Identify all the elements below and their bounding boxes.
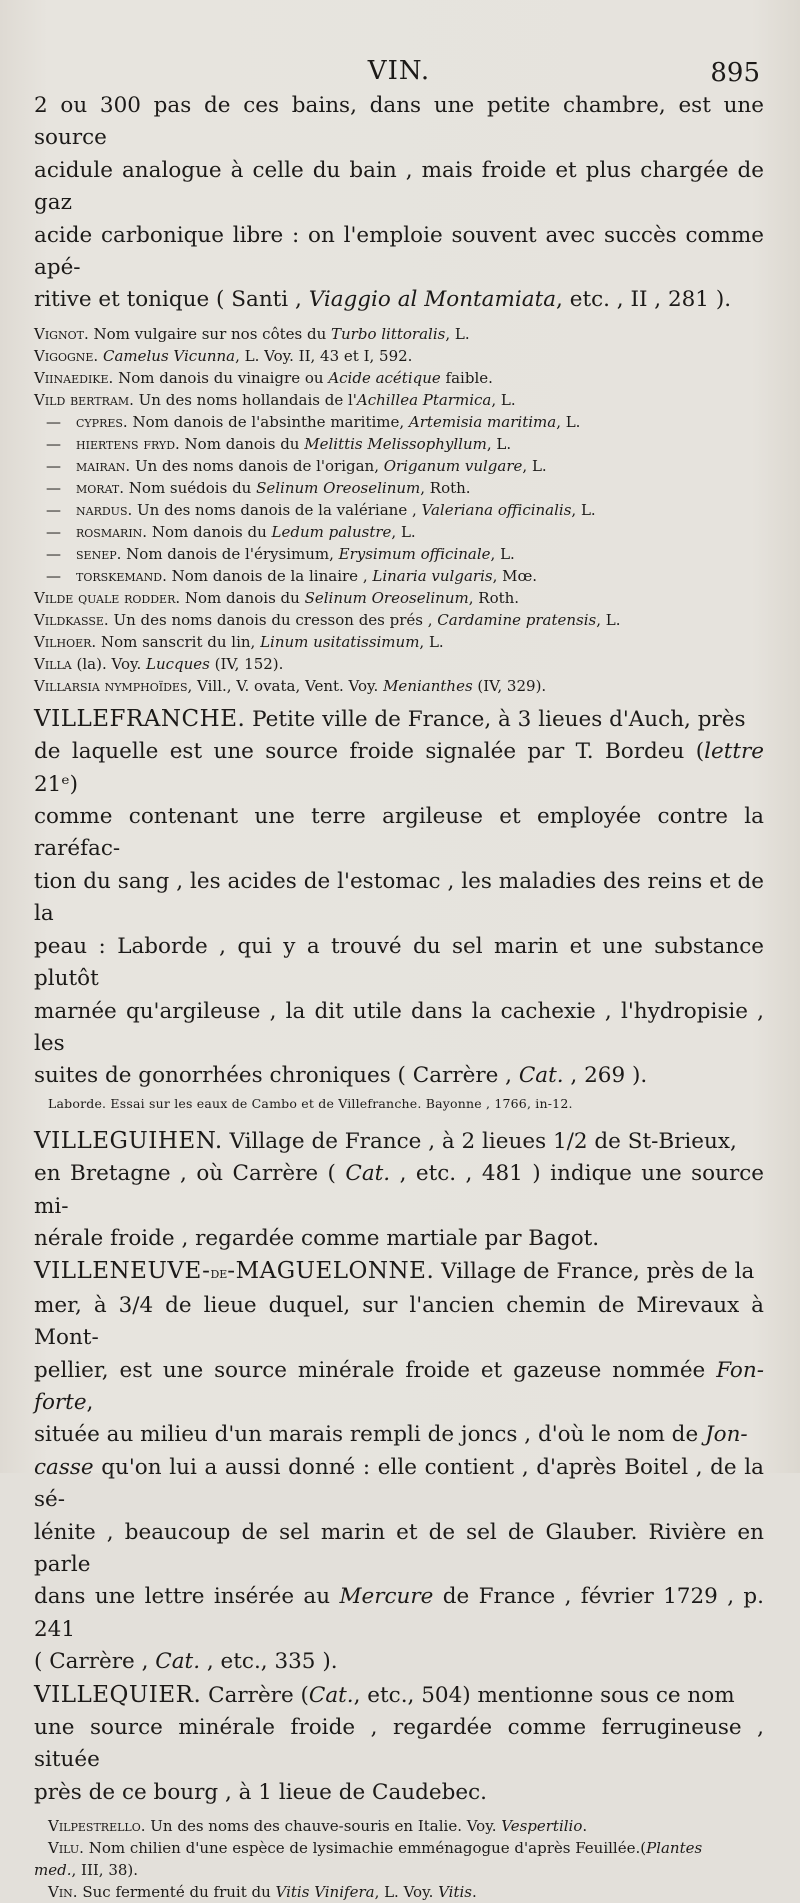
entry-head: cypres.	[76, 412, 128, 431]
entry-italic: med.	[34, 1861, 72, 1880]
text-fragment: Petite ville de France, à 3 lieues d'Auch, près	[245, 706, 746, 732]
text-line: lénite , beaucoup de sel marin et de sel de Glauber. Rivière en parle	[34, 1519, 764, 1577]
entry-text: , Roth.	[420, 478, 471, 497]
entry-text: Nom danois du	[147, 522, 272, 541]
text-line	[34, 703, 764, 736]
entry-italic: Menianthes	[383, 676, 473, 695]
text-fragment: ,	[86, 1389, 94, 1415]
entry-text: .	[472, 1883, 477, 1902]
entry-heading: VILLEQUIER.	[34, 1681, 202, 1708]
entry-villeneuve	[34, 1255, 764, 1678]
entry-heading: VILLENEUVE-	[34, 1258, 211, 1285]
entry-head: mairan.	[76, 456, 131, 475]
italic-title: Cat.	[345, 1161, 391, 1187]
entry-text: Un des noms danois de la valériane ,	[132, 500, 422, 519]
entry-head: hiertens fryd.	[76, 434, 180, 453]
entry-line	[34, 1881, 764, 1903]
entry-head: Vild bertram.	[34, 390, 134, 409]
text-fragment: de France , février 1729 , p. 241	[34, 1584, 764, 1642]
text-fragment: , etc. , II , 281 ).	[556, 287, 732, 313]
entry-italic: Linaria vulgaris	[372, 566, 493, 585]
text-line: comme contenant une terre argileuse et employée contre la raréfac-	[34, 804, 764, 862]
entry-italic: Selinum Oreoselinum	[256, 478, 421, 497]
entry-text: , L.	[445, 324, 470, 343]
entry-heading: VILLEGUIHEN.	[34, 1127, 223, 1154]
entry-head: senep.	[76, 544, 122, 563]
entry-text: (IV, 329).	[472, 676, 547, 695]
sub-entry-line	[34, 565, 764, 587]
entry-text: , L.	[522, 456, 547, 475]
entry-head: torskemand.	[76, 566, 167, 585]
text-line	[34, 1581, 764, 1646]
entry-text: , L.	[491, 390, 516, 409]
entry-text: Nom danois de l'érysimum,	[121, 544, 339, 563]
entry-head: Vilhoer.	[34, 632, 97, 651]
text-fragment: de laquelle est une source froide signalée par T. Bordeu (	[34, 739, 705, 765]
entry-heading: VILLEFRANCHE.	[34, 705, 246, 732]
entry-text: , Roth.	[468, 588, 520, 607]
entry-italic: Acide acétique	[328, 368, 441, 387]
entry-line	[34, 631, 764, 653]
entry-text: , L.	[486, 434, 512, 453]
sub-entry-line	[34, 543, 764, 565]
italic-title: casse	[34, 1454, 94, 1480]
italic-title: lettre	[704, 739, 764, 765]
entry-text: Nom danois du	[179, 434, 305, 453]
text-line	[34, 284, 764, 316]
entry-text: Nom suédois du	[124, 478, 257, 497]
entry-text: Un des noms hollandais de l'	[133, 390, 357, 409]
text-line	[34, 1355, 764, 1420]
entry-line	[34, 675, 764, 697]
sub-entry-line	[34, 477, 764, 499]
entry-italic: Lucques	[146, 654, 210, 673]
text-line: mer, à 3/4 de lieue duquel, sur l'ancien chemin de Mirevaux à Mont-	[34, 1292, 764, 1351]
text-line: nérale froide , regardée comme martiale par Bagot.	[34, 1225, 600, 1251]
entry-text: Un des noms des chauve-souris en Italie. Voy.	[145, 1817, 502, 1836]
sub-entry-line	[34, 499, 764, 521]
entry-text: Nom danois de la linaire ,	[166, 566, 373, 585]
entry-villefranche	[34, 703, 764, 1115]
entry-text: Nom danois de l'absinthe maritime,	[127, 412, 409, 431]
text-fragment: pellier, est une source minérale froide et gazeuse nommée	[34, 1357, 717, 1383]
text-line	[34, 1158, 764, 1223]
entry-italic: Camelus Vicunna	[102, 346, 236, 365]
entry-text: (la). Voy.	[71, 654, 146, 673]
entry-text: Suc fermenté du fruit du	[77, 1883, 276, 1902]
text-fragment: ritive et tonique ( Santi ,	[34, 287, 309, 313]
text-fragment: dans une lettre insérée au	[34, 1584, 340, 1610]
entry-text: , Mœ.	[492, 566, 538, 585]
entry-text: faible.	[440, 368, 493, 387]
entry-italic: Linum usitatissimum	[260, 632, 420, 651]
entry-line	[34, 653, 764, 675]
entry-line	[34, 587, 764, 609]
dash-mark: —	[46, 522, 61, 541]
italic-title: Fon-forte	[34, 1357, 764, 1415]
entry-italic: Erysimum officinale	[338, 544, 491, 563]
entry-head: Vildkasse.	[34, 610, 109, 629]
entry-text: , L.	[571, 500, 596, 519]
entry-text: , L.	[490, 544, 515, 563]
text-fragment: , etc. , 481 ) indique une source mi-	[34, 1161, 764, 1219]
page-header	[34, 50, 764, 90]
text-fragment: en Bretagne , où Carrère (	[34, 1161, 346, 1187]
dash-mark: —	[46, 412, 61, 431]
entry-text: Nom sanscrit du lin,	[96, 632, 261, 651]
entry-text: , L. Voy. II, 43 et I, 592.	[235, 346, 413, 365]
entry-line	[34, 367, 764, 389]
entry-head: Vin.	[48, 1883, 78, 1902]
entry-italic: Valeriana officinalis	[421, 500, 572, 519]
dash-mark: —	[46, 566, 61, 585]
entry-text: Nom danois du vinaigre ou	[113, 368, 329, 387]
text-line: marnée qu'argileuse , la dit utile dans la cachexie , l'hydropisie , les	[34, 998, 764, 1056]
text-line	[34, 1255, 764, 1289]
entry-villequier	[34, 1679, 764, 1810]
text-line	[34, 1452, 764, 1517]
entry-text: , L.	[391, 522, 416, 541]
dash-mark: —	[46, 478, 61, 497]
entry-text: , L. Voy.	[374, 1883, 439, 1902]
text-line	[34, 1125, 764, 1158]
text-line: près de ce bourg , à 1 lieue de Caudebec.	[34, 1779, 487, 1805]
entry-head: Villa	[34, 654, 72, 673]
entry-text: , L.	[419, 632, 444, 651]
entry-italic: Turbo littoralis	[331, 324, 446, 343]
entry-line	[34, 609, 764, 631]
italic-title: Cat.	[155, 1649, 201, 1675]
entry-italic: Cardamine pratensis	[437, 610, 597, 629]
entry-text: , Vill., V. ovata, Vent. Voy.	[187, 676, 384, 695]
running-title: VIN.	[367, 56, 431, 86]
entry-italic: Selinum Oreoselinum	[304, 588, 469, 607]
entry-head: nardus.	[76, 500, 133, 519]
entry-text: .	[582, 1817, 588, 1836]
entry-italic: Ledum palustre	[271, 522, 392, 541]
entry-text: , III, 38).	[71, 1861, 139, 1880]
text-line	[34, 1419, 764, 1451]
entry-villeguihen	[34, 1125, 764, 1256]
text-line	[34, 1060, 764, 1092]
text-fragment: située au milieu d'un marais rempli de joncs , d'où le nom de	[34, 1422, 706, 1448]
entry-head: morat.	[76, 478, 125, 497]
entry-line	[34, 389, 764, 411]
continuation-paragraph	[34, 90, 764, 317]
bibliography-note: Laborde. Essai sur les eaux de Cambo et de Villefranche. Bayonne , 1766, in-12.	[48, 1095, 573, 1111]
entry-text: , L.	[596, 610, 621, 629]
entry-text: Un des noms danois de l'origan,	[130, 456, 384, 475]
entry-head: Vigogne.	[34, 346, 99, 365]
entry-head: Viinaedike.	[34, 368, 114, 387]
entry-italic: Vitis	[438, 1883, 472, 1902]
entry-italic: Origanum vulgare	[383, 456, 523, 475]
small-entries	[34, 323, 764, 697]
entry-heading: -MAGUELONNE.	[227, 1258, 435, 1285]
text-line: tion du sang , les acides de l'estomac , les maladies des reins et de la	[34, 868, 764, 927]
entry-italic: Vespertilio	[501, 1817, 583, 1836]
text-line: peau : Laborde , qui y a trouvé du sel marin et une substance plutôt	[34, 933, 764, 992]
dash-mark: —	[46, 544, 61, 563]
entry-text: (IV, 152).	[209, 654, 284, 673]
text-line: acidule analogue à celle du bain , mais froide et plus chargée de gaz	[34, 157, 764, 216]
page-number: 895	[710, 58, 760, 88]
text-fragment: , etc., 335 ).	[200, 1649, 338, 1675]
entry-head: Vilpestrello.	[48, 1817, 146, 1836]
text-line: une source minérale froide , regardée comme ferrugineuse , située	[34, 1715, 764, 1773]
text-fragment: , etc., 504) mentionne sous ce nom	[353, 1682, 735, 1708]
sub-entry-line	[34, 455, 764, 477]
italic-title: Cat.	[308, 1682, 354, 1708]
entry-line	[34, 1815, 764, 1837]
entry-italic: Plantes	[646, 1839, 703, 1858]
entry-italic: Achillea Ptarmica	[356, 390, 492, 409]
text-fragment: ( Carrère ,	[34, 1649, 156, 1675]
dash-mark: —	[46, 456, 61, 475]
text-line	[34, 736, 764, 801]
entry-head: Villarsia nymphoïdes	[34, 676, 188, 695]
italic-title: Jon-	[705, 1422, 748, 1448]
entry-heading-particle: de	[210, 1264, 228, 1283]
entry-text: Nom danois du	[180, 588, 305, 607]
text-line: acide carbonique libre : on l'emploie souvent avec succès comme apé-	[34, 222, 764, 281]
italic-title: Viaggio al Montamiata	[308, 287, 557, 313]
entry-text: , L.	[556, 412, 581, 431]
italic-title: Mercure	[339, 1584, 434, 1610]
entry-head: Vilde quale rodder.	[34, 588, 181, 607]
text-fragment: Village de France, près de la	[434, 1259, 755, 1285]
entry-line	[34, 345, 764, 367]
entry-text: Un des noms danois du cresson des prés ,	[108, 610, 438, 629]
entry-line	[34, 323, 764, 345]
text-fragment: Carrère (	[201, 1682, 309, 1708]
text-fragment: suites de gonorrhées chroniques ( Carrère ,	[34, 1063, 519, 1089]
entry-italic: Vitis Vinifera	[275, 1883, 375, 1902]
sub-entry-line	[34, 521, 764, 543]
entry-italic: Artemisia maritima	[408, 412, 557, 431]
dash-mark: —	[46, 434, 61, 453]
sub-entry-line	[34, 411, 764, 433]
text-line	[34, 1679, 764, 1712]
text-line: 2 ou 300 pas de ces bains, dans une petite chambre, est une source	[34, 93, 764, 151]
entry-italic: Melittis Melissophyllum	[304, 434, 487, 453]
text-line	[34, 1646, 764, 1678]
text-fragment: qu'on lui a aussi donné : elle contient , d'après Boitel , de la sé-	[34, 1454, 764, 1513]
entry-text: Nom vulgaire sur nos côtes du	[88, 324, 332, 343]
entry-head: Vilu.	[48, 1839, 84, 1858]
text-fragment: , 269 ).	[563, 1063, 648, 1089]
entry-line	[34, 1837, 764, 1859]
entry-line	[34, 1859, 764, 1881]
italic-title: Cat.	[518, 1063, 564, 1089]
final-small-entries	[34, 1815, 764, 1903]
text-fragment: Village de France , à 2 lieues 1/2 de St-Brieux,	[222, 1128, 737, 1154]
entry-head: Vignot.	[34, 324, 89, 343]
text-fragment: 21ᵉ)	[34, 771, 79, 797]
sub-entry-line	[34, 433, 764, 455]
entry-text: Nom chilien d'une espèce de lysimachie emménagogue d'après Feuillée.(	[83, 1839, 647, 1858]
dash-mark: —	[46, 500, 61, 519]
entry-head: rosmarin.	[76, 522, 148, 541]
